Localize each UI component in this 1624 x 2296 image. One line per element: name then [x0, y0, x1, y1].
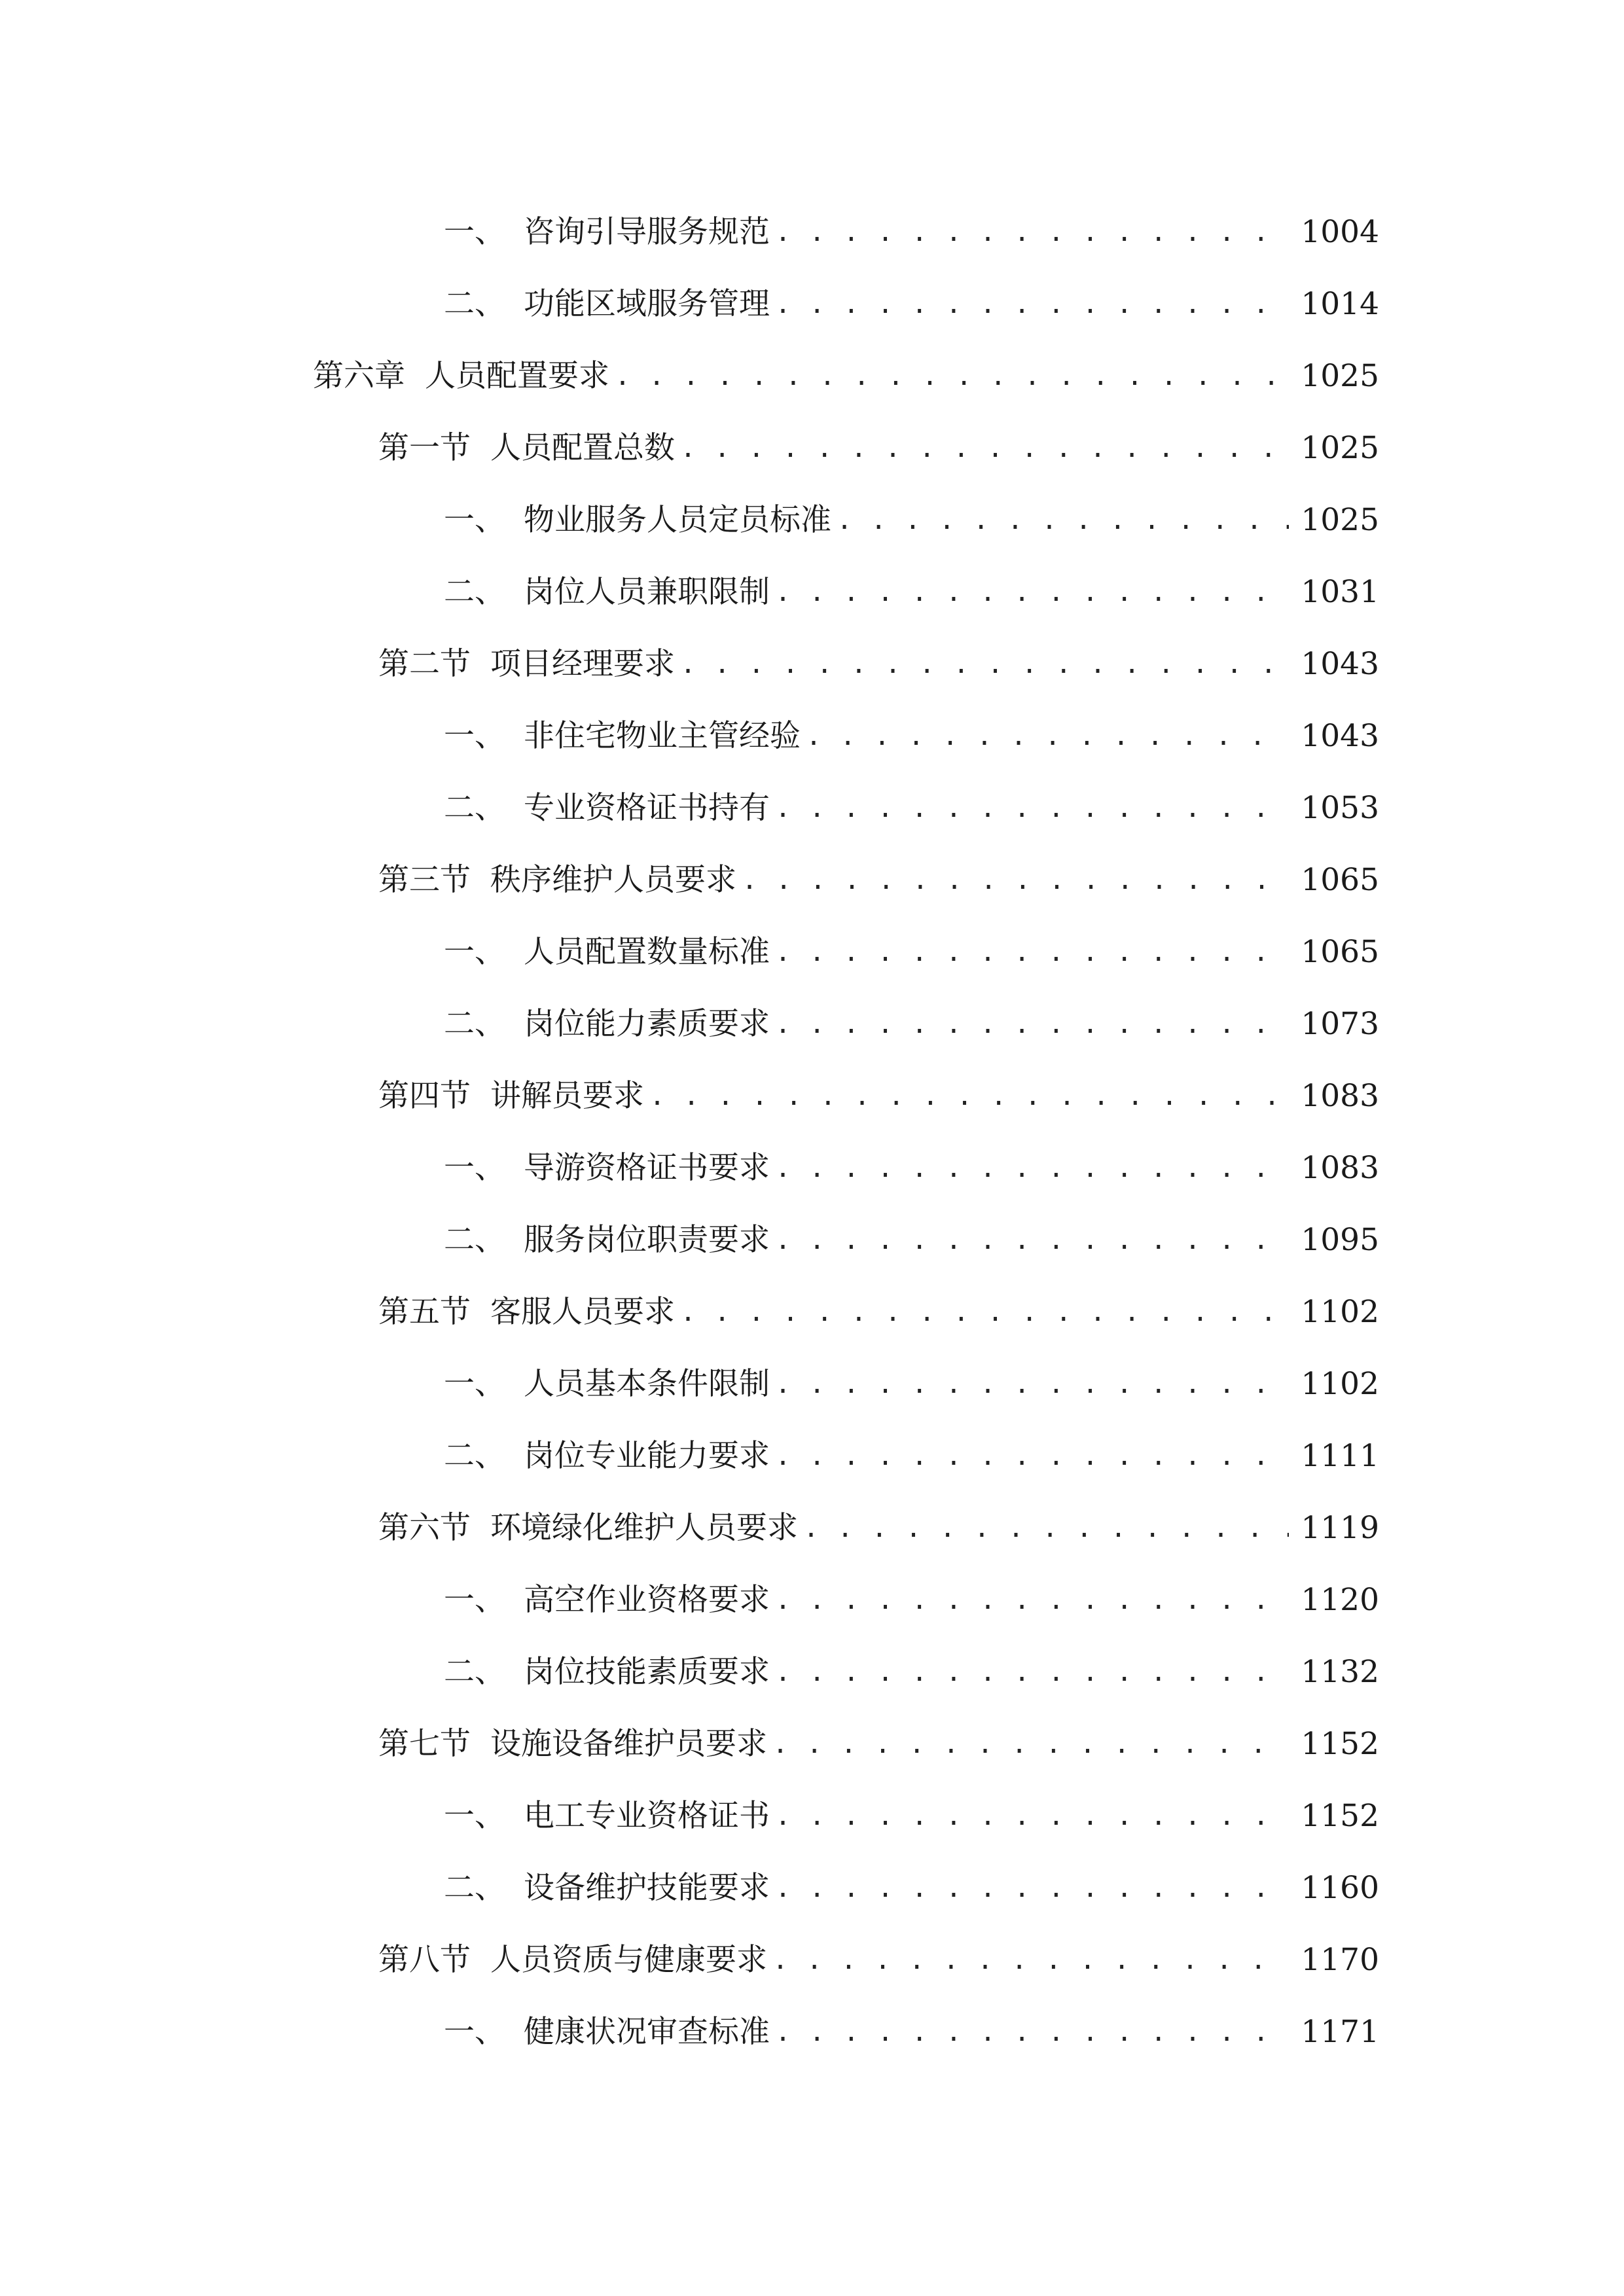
toc-entry[interactable] — [0, 196, 1624, 268]
toc-entry-page: 1083 — [1301, 1078, 1379, 1114]
toc-entry-title: 人员配置数量标准 — [524, 934, 770, 970]
toc-entry-section[interactable] — [0, 1708, 1624, 1780]
toc-entry[interactable] — [0, 1132, 1624, 1204]
toc-entry-title: 讲解员要求 — [490, 1078, 644, 1114]
dot-leader — [775, 1869, 1289, 1908]
toc-entry-section[interactable] — [0, 412, 1624, 484]
toc-entry-page: 1025 — [1301, 358, 1379, 394]
toc-entry-title: 设施设备维护员要求 — [490, 1726, 767, 1762]
toc-entry-number: 二、 — [444, 1006, 505, 1042]
toc-entry-title: 健康状况审查标准 — [524, 2014, 770, 2050]
dot-leader — [680, 429, 1289, 468]
toc-entry-number: 一、 — [444, 1798, 505, 1834]
toc-entry-number: 第二节 — [378, 646, 471, 682]
toc-entry-title: 岗位能力素质要求 — [524, 1006, 770, 1042]
toc-entry-page: 1102 — [1301, 1294, 1379, 1330]
dot-leader — [775, 933, 1289, 972]
toc-entry-number: 第五节 — [378, 1294, 471, 1330]
toc-entry-page: 1053 — [1301, 790, 1379, 826]
toc-entry-number: 第三节 — [378, 862, 471, 898]
toc-entry-number: 第八节 — [378, 1942, 471, 1978]
toc-entry[interactable] — [0, 988, 1624, 1060]
toc-entry-title: 设备维护技能要求 — [524, 1870, 770, 1906]
toc-entry-page: 1083 — [1301, 1150, 1379, 1186]
toc-entry-page: 1014 — [1301, 286, 1379, 322]
toc-entry-title: 秩序维护人员要求 — [490, 862, 736, 898]
toc-entry-page: 1102 — [1301, 1366, 1379, 1402]
toc-entry-page: 1152 — [1301, 1798, 1379, 1834]
toc-entry-number: 二、 — [444, 1654, 505, 1690]
toc-entry-number: 第一节 — [378, 430, 471, 466]
toc-entry-number: 第六章 — [313, 358, 405, 394]
toc-entry-number: 一、 — [444, 1582, 505, 1618]
toc-entry-number: 一、 — [444, 718, 505, 754]
toc-entry-page: 1004 — [1301, 214, 1379, 250]
toc-entry[interactable] — [0, 1852, 1624, 1924]
toc-entry[interactable] — [0, 1564, 1624, 1636]
toc-entry-page: 1073 — [1301, 1006, 1379, 1042]
dot-leader — [775, 1221, 1289, 1260]
dot-leader — [772, 1725, 1289, 1764]
toc-entry-section[interactable] — [0, 1060, 1624, 1132]
toc-entry[interactable] — [0, 1204, 1624, 1276]
toc-entry[interactable] — [0, 484, 1624, 556]
toc-entry-title: 人员配置总数 — [490, 430, 675, 466]
toc-entry[interactable] — [0, 772, 1624, 844]
toc-entry[interactable] — [0, 1420, 1624, 1492]
toc-entry-number: 一、 — [444, 1366, 505, 1402]
dot-leader — [775, 789, 1289, 828]
toc-entry-title: 功能区域服务管理 — [524, 286, 770, 322]
dot-leader — [775, 1005, 1289, 1044]
table-of-contents — [0, 196, 1624, 2068]
toc-entry-title: 环境绿化维护人员要求 — [490, 1510, 798, 1546]
toc-entry-title: 岗位人员兼职限制 — [524, 574, 770, 610]
toc-entry-title: 非住宅物业主管经验 — [524, 718, 801, 754]
toc-entry-page: 1171 — [1301, 2014, 1379, 2050]
toc-entry-title: 导游资格证书要求 — [524, 1150, 770, 1186]
toc-entry-title: 电工专业资格证书 — [524, 1798, 770, 1834]
toc-entry[interactable] — [0, 268, 1624, 340]
toc-entry-title: 项目经理要求 — [490, 646, 675, 682]
dot-leader — [775, 213, 1289, 252]
dot-leader — [775, 1149, 1289, 1188]
toc-entry-number: 一、 — [444, 2014, 505, 2050]
toc-entry-title: 人员资质与健康要求 — [490, 1942, 767, 1978]
toc-entry-title: 人员基本条件限制 — [524, 1366, 770, 1402]
dot-leader — [775, 1797, 1289, 1836]
toc-entry[interactable] — [0, 1780, 1624, 1852]
dot-leader — [680, 645, 1289, 684]
dot-leader — [775, 1581, 1289, 1620]
toc-entry-title: 岗位专业能力要求 — [524, 1438, 770, 1474]
toc-entry-page: 1152 — [1301, 1726, 1379, 1762]
toc-entry-chapter[interactable] — [0, 340, 1624, 412]
dot-leader — [772, 1941, 1289, 1980]
toc-entry-title: 物业服务人员定员标准 — [524, 502, 831, 538]
toc-entry[interactable] — [0, 1996, 1624, 2068]
dot-leader — [775, 285, 1289, 324]
toc-entry-page: 1160 — [1301, 1870, 1379, 1906]
toc-entry-section[interactable] — [0, 628, 1624, 700]
dot-leader — [775, 1653, 1289, 1692]
toc-entry-number: 一、 — [444, 214, 505, 250]
toc-entry-page: 1111 — [1301, 1438, 1379, 1474]
toc-entry-page: 1095 — [1301, 1222, 1379, 1258]
dot-leader — [837, 501, 1289, 540]
dot-leader — [775, 1365, 1289, 1404]
dot-leader — [806, 717, 1289, 756]
toc-entry-page: 1025 — [1301, 502, 1379, 538]
toc-entry-number: 二、 — [444, 574, 505, 610]
toc-entry-title: 客服人员要求 — [490, 1294, 675, 1330]
dot-leader — [803, 1509, 1289, 1548]
dot-leader — [742, 861, 1289, 900]
toc-entry-page: 1065 — [1301, 862, 1379, 898]
toc-entry-title: 服务岗位职责要求 — [524, 1222, 770, 1258]
toc-entry-title: 人员配置要求 — [425, 358, 609, 394]
toc-entry-section[interactable] — [0, 1492, 1624, 1564]
dot-leader — [775, 573, 1289, 612]
toc-entry[interactable] — [0, 916, 1624, 988]
toc-entry-number: 二、 — [444, 286, 505, 322]
toc-entry-number: 一、 — [444, 1150, 505, 1186]
toc-entry-page: 1170 — [1301, 1942, 1379, 1978]
toc-entry-section[interactable] — [0, 1924, 1624, 1996]
toc-entry[interactable] — [0, 556, 1624, 628]
toc-entry-number: 第四节 — [378, 1078, 471, 1114]
toc-entry-page: 1119 — [1301, 1510, 1379, 1546]
toc-entry-page: 1043 — [1301, 646, 1379, 682]
toc-entry[interactable] — [0, 1348, 1624, 1420]
dot-leader — [649, 1077, 1289, 1116]
toc-entry-page: 1065 — [1301, 934, 1379, 970]
toc-entry-section[interactable] — [0, 1276, 1624, 1348]
toc-entry-page: 1043 — [1301, 718, 1379, 754]
toc-entry[interactable] — [0, 700, 1624, 772]
toc-entry-number: 第六节 — [378, 1510, 471, 1546]
dot-leader — [775, 1437, 1289, 1476]
toc-entry-number: 第七节 — [378, 1726, 471, 1762]
toc-entry-section[interactable] — [0, 844, 1624, 916]
toc-entry-title: 咨询引导服务规范 — [524, 214, 770, 250]
toc-entry-title: 高空作业资格要求 — [524, 1582, 770, 1618]
toc-entry-number: 二、 — [444, 1222, 505, 1258]
toc-entry-number: 二、 — [444, 1870, 505, 1906]
toc-entry-title: 专业资格证书持有 — [524, 790, 770, 826]
dot-leader — [680, 1293, 1289, 1332]
toc-entry-page: 1031 — [1301, 574, 1379, 610]
toc-entry-title: 岗位技能素质要求 — [524, 1654, 770, 1690]
toc-entry-page: 1025 — [1301, 430, 1379, 466]
dot-leader — [775, 2013, 1289, 2052]
toc-entry-number: 一、 — [444, 934, 505, 970]
toc-entry-page: 1132 — [1301, 1654, 1379, 1690]
toc-entry[interactable] — [0, 1636, 1624, 1708]
toc-entry-page: 1120 — [1301, 1582, 1379, 1618]
toc-entry-number: 二、 — [444, 790, 505, 826]
toc-entry-number: 一、 — [444, 502, 505, 538]
toc-entry-number: 二、 — [444, 1438, 505, 1474]
dot-leader — [615, 357, 1289, 396]
